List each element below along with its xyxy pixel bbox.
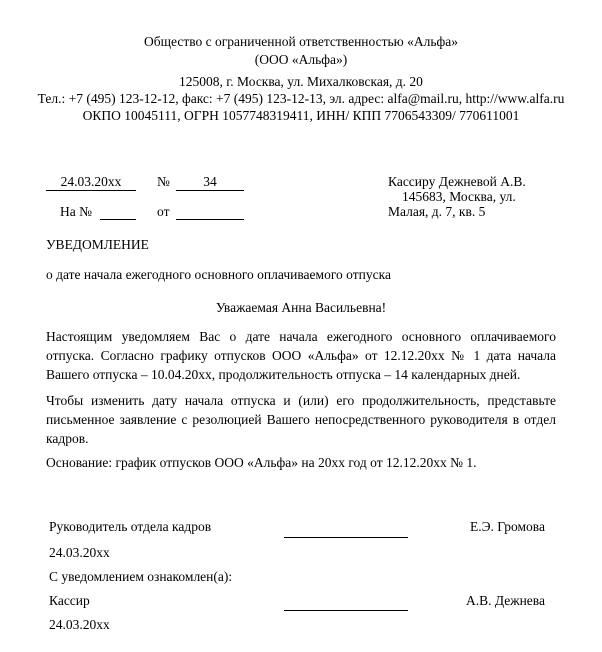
outgoing-number: 34	[176, 174, 244, 191]
org-codes: ОКПО 10045111, ОГРН 1057748319411, ИНН/ КПП 7706543309/ 770611001	[82, 108, 520, 123]
outgoing-number-label: №	[157, 174, 170, 189]
hr-name: Е.Э. Громова	[470, 519, 545, 534]
cashier-name: А.В. Дежнева	[466, 593, 545, 608]
salutation: Уважаемая Анна Васильевна!	[215, 300, 387, 315]
addressee-line-3: Малая, д. 7, кв. 5	[388, 204, 486, 219]
body-paragraph-2: Чтобы изменить дату начала отпуска и (или) его продолжительность, представьте письменное заявление с резолюцией Вашего непосредственного руководителя в отдел кадров.	[46, 393, 556, 446]
addressee-line-1: Кассиру Дежневой А.В.	[388, 174, 526, 189]
cashier-signature-line	[284, 610, 408, 611]
outgoing-date: 24.03.20xx	[46, 174, 136, 191]
reference-date-label: от	[157, 204, 170, 219]
outgoing-number-field	[176, 174, 244, 191]
hr-signature-line	[284, 537, 408, 538]
body-paragraph-1: Настоящим уведомляем Вас о дате начала ежегодного основного оплачиваемого отпуска. Согласно графику отпусков ООО «Альфа» от 12.12.20xx № 1 дата начала Вашего отпуска – 10.04.20xx, продолжительность отпуска – 14 календарных дней.	[46, 329, 556, 382]
reference-number-field	[100, 204, 136, 224]
reference-date-field	[176, 204, 244, 224]
document-type: УВЕДОМЛЕНИЕ	[46, 237, 149, 252]
org-short-name: (ООО «Альфа»)	[254, 52, 348, 67]
cashier-sign-date: 24.03.20xx	[49, 617, 110, 632]
document-subject: о дате начала ежегодного основного оплачиваемого отпуска	[46, 267, 391, 282]
acknowledgement-label: С уведомлением ознакомлен(а):	[49, 569, 233, 584]
reference-number-label: На №	[60, 204, 92, 219]
cashier-title: Кассир	[49, 593, 90, 608]
hr-title: Руководитель отдела кадров	[49, 519, 212, 534]
addressee-line-2: 145683, Москва, ул.	[402, 189, 516, 204]
basis-line: Основание: график отпусков ООО «Альфа» на 20xx год от 12.12.20xx № 1.	[46, 455, 477, 470]
org-contacts: Тел.: +7 (495) 123-12-12, факс: +7 (495) 123-12-13, эл. адрес: alfa@mail.ru, http://www.alfa.ru	[37, 91, 565, 106]
reference-date	[176, 204, 244, 220]
org-address: 125008, г. Москва, ул. Михалковская, д. 20	[179, 74, 423, 89]
hr-sign-date: 24.03.20xx	[49, 545, 110, 560]
reference-number	[100, 204, 136, 220]
outgoing-date-field	[46, 174, 136, 191]
org-name: Общество с ограниченной ответственностью «Альфа»	[144, 34, 458, 49]
